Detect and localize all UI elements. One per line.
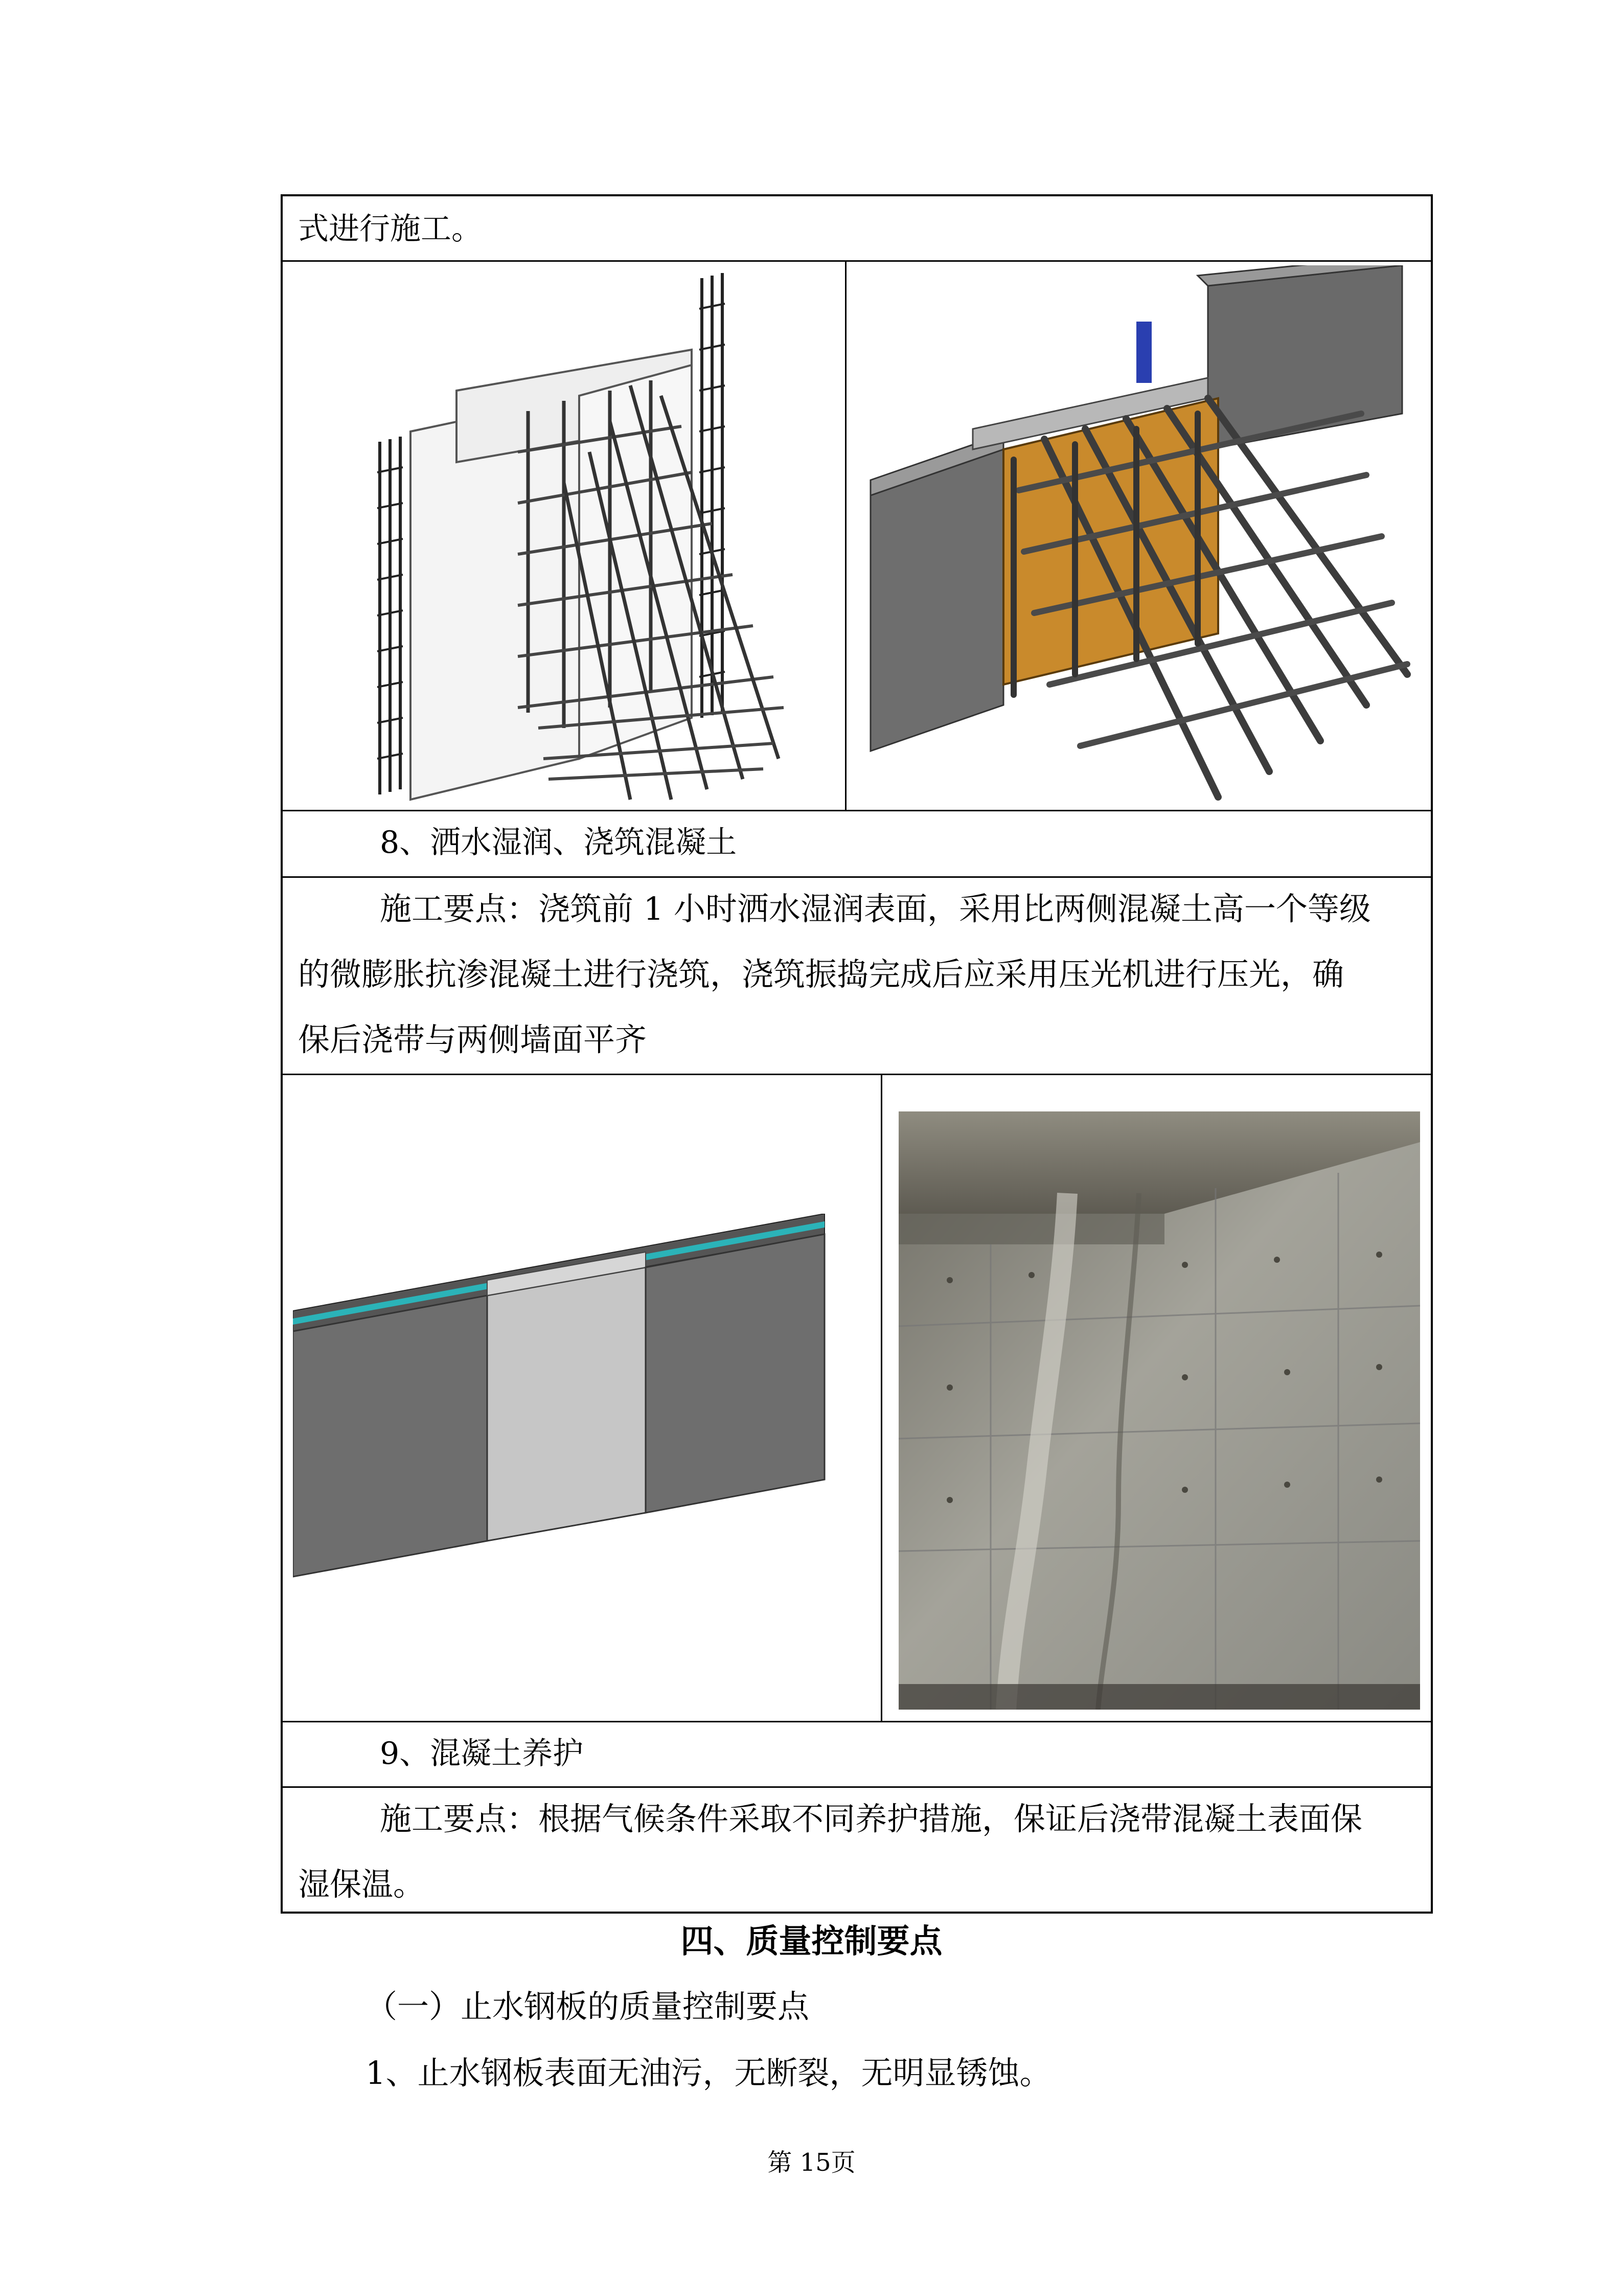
step9-title (298, 1721, 583, 1786)
formwork-3d-model (850, 265, 1433, 810)
section-subtitle: （一）止水钢板的质量控制要点 (365, 1988, 810, 2025)
concrete-wall-photo (899, 1111, 1420, 1710)
row1-text: 式进行施工。 (298, 211, 482, 247)
step8-points-line: 施工要点：浇筑前 1 小时洒水湿润表面，采用比两侧混凝土高一个等级 (380, 890, 1371, 927)
step8-points-line: 保后浇带与两侧墙面平齐 (298, 1021, 647, 1058)
construction-steps-table (281, 194, 1433, 1914)
step9-points-line: 施工要点：根据气候条件采取不同养护措施，保证后浇带混凝土表面保 (380, 1800, 1363, 1837)
section-title: 四、质量控制要点 (680, 1922, 943, 1961)
post-pour-strip-model (293, 1214, 835, 1602)
step8-title (298, 810, 737, 875)
step8-title-text: 8、洒水湿润、浇筑混凝土 (380, 825, 737, 860)
step8-points-line: 的微膨胀抗渗混凝土进行浇筑，浇筑振捣完成后应采用压光机进行压光，确 (298, 956, 1344, 993)
column-divider (845, 260, 847, 810)
column-divider (881, 1074, 882, 1721)
step9-points (298, 1786, 1423, 1917)
row-divider (283, 1074, 1431, 1075)
step8-points (298, 876, 1423, 1073)
quality-item-1: 1、止水钢板表面无油污，无断裂，无明显锈蚀。 (365, 2054, 1051, 2092)
page-number: 第 15页 (767, 2148, 856, 2177)
step9-points-line: 湿保温。 (298, 1866, 425, 1903)
formwork-scaffold-drawing (324, 268, 825, 805)
step9-title-text: 9、混凝土养护 (380, 1736, 584, 1771)
